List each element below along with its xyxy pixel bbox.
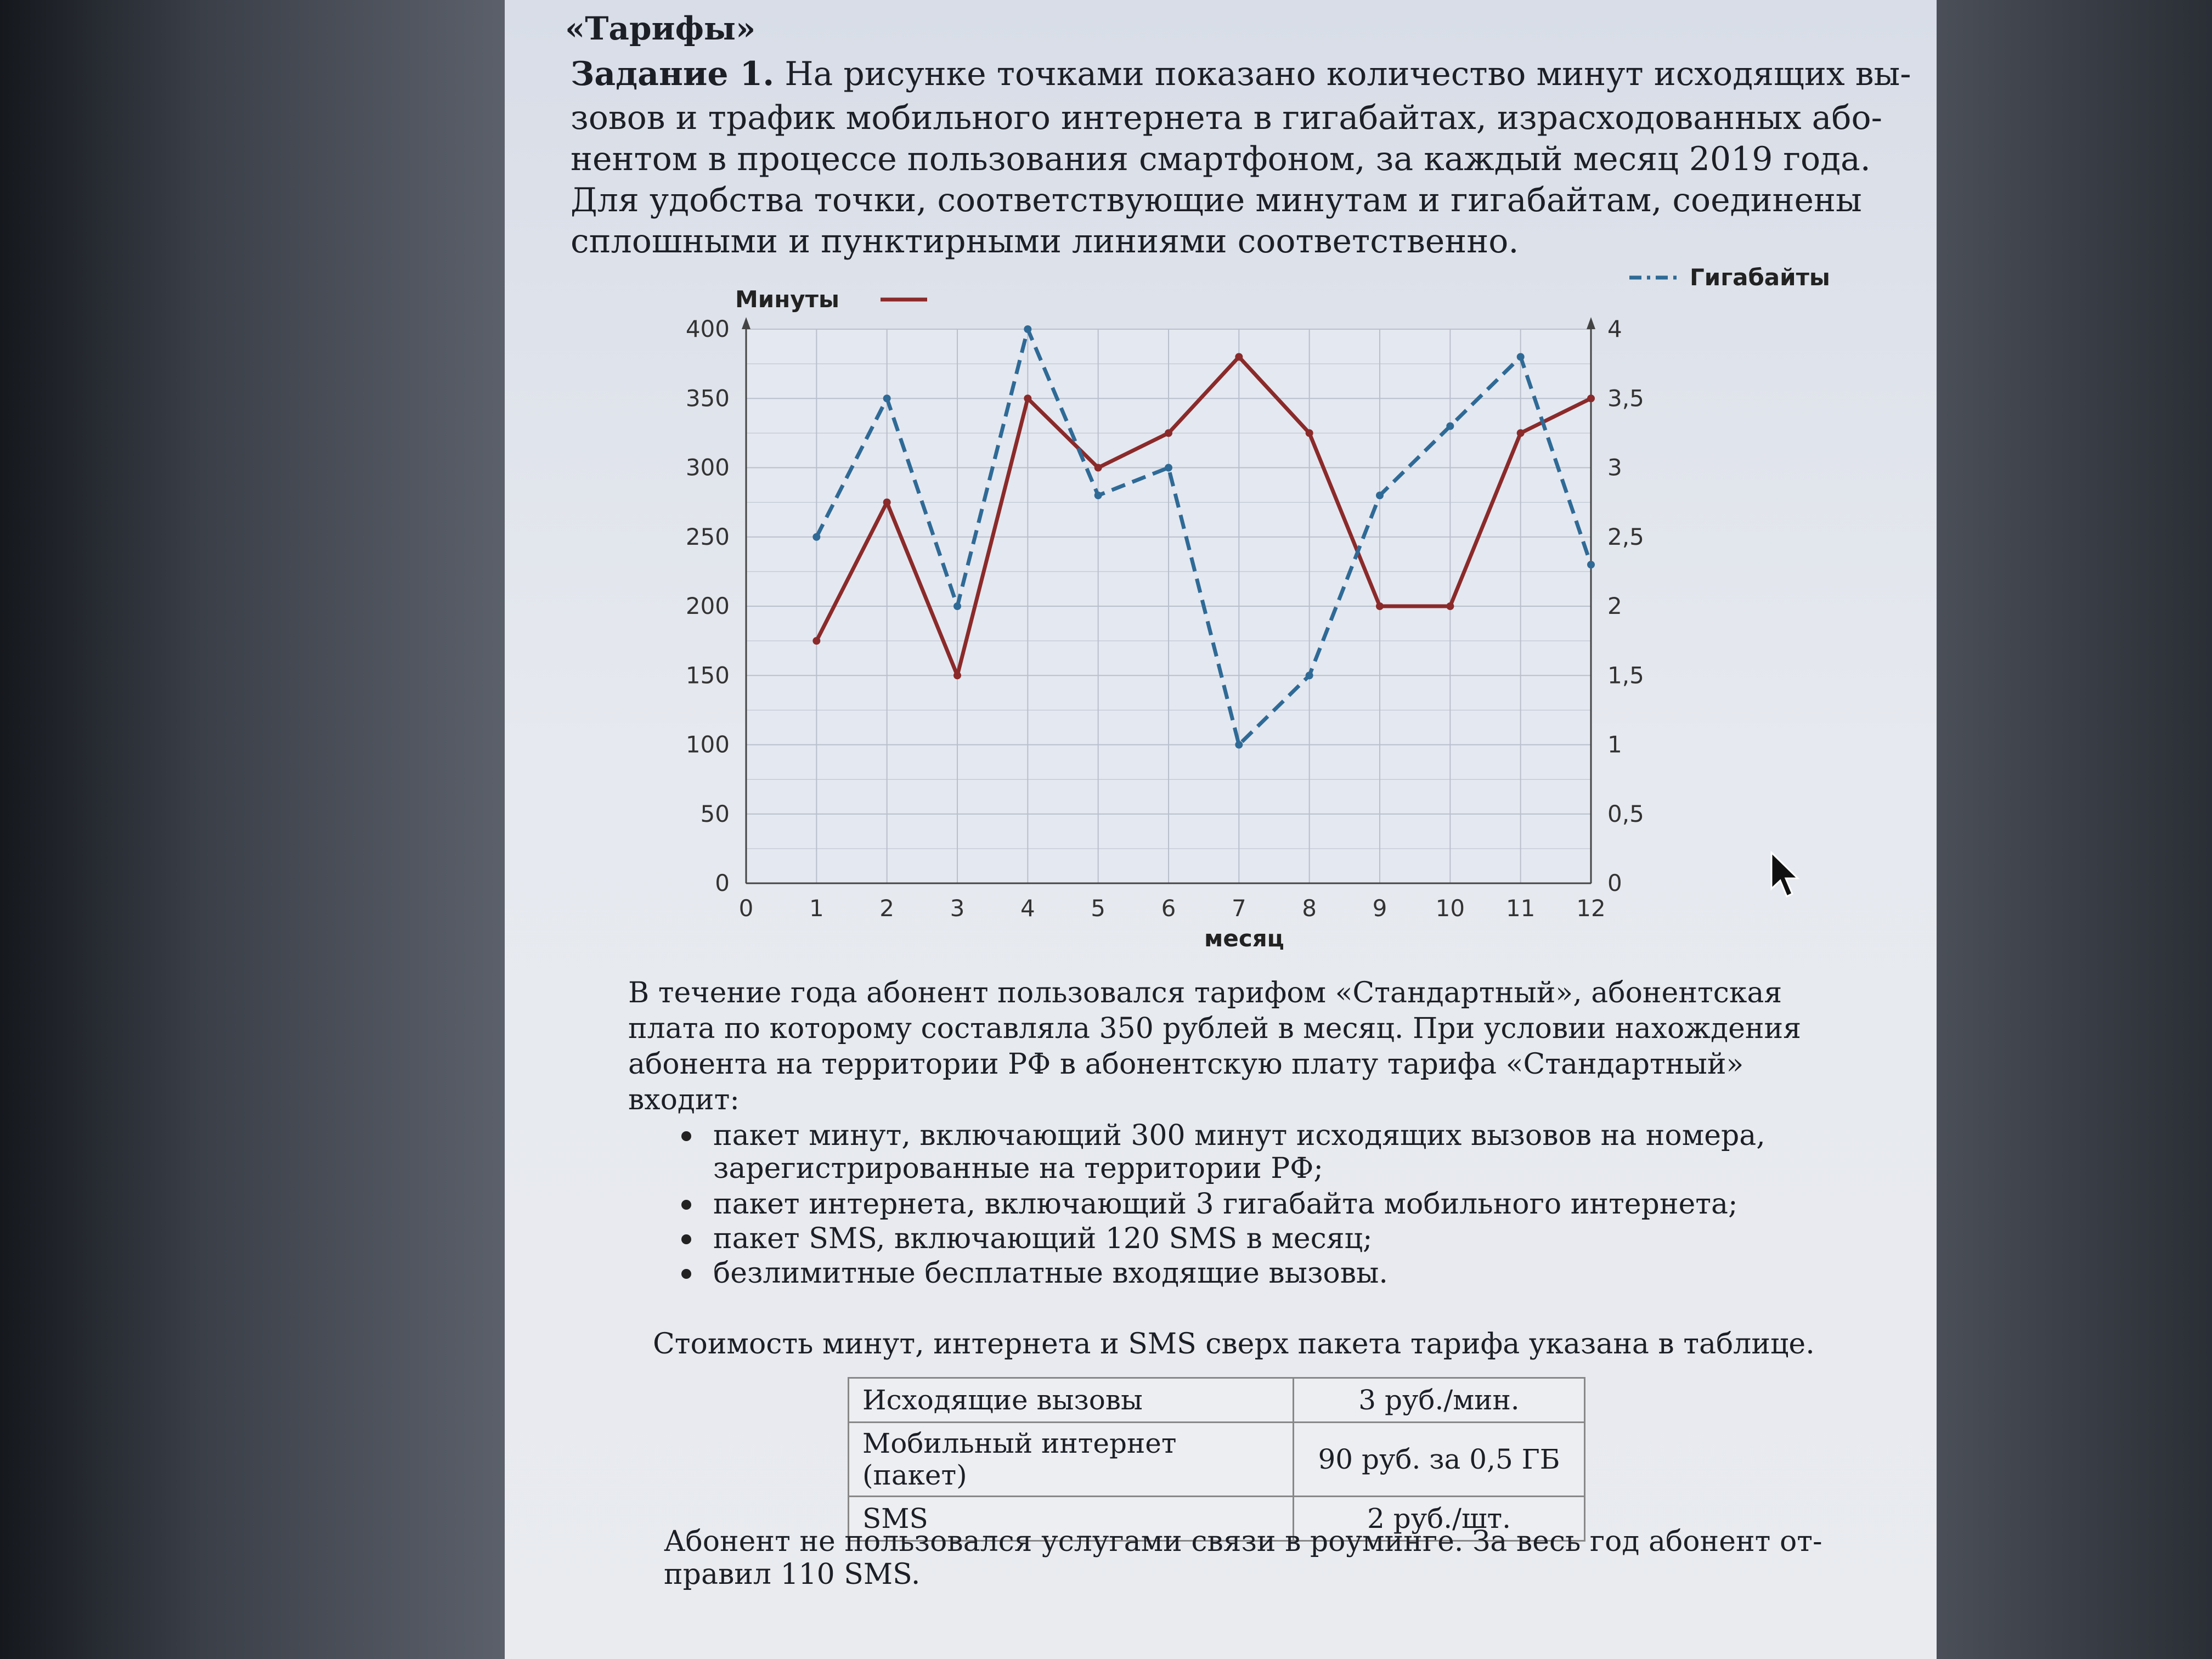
y-tick-left: 150 (685, 662, 730, 689)
gigabytes-point (883, 394, 891, 402)
task-line-5: сплошными и пунктирными линиями соответственно. (571, 222, 1519, 261)
y-tick-left: 0 (715, 870, 730, 896)
y-tick-right: 1,5 (1607, 662, 1644, 689)
x-tick: 5 (1091, 895, 1106, 922)
bullet-2-line-1: пакет интернета, включающий 3 гигабайта мобильного интернета; (713, 1188, 1738, 1221)
gigabytes-point (953, 602, 961, 610)
footer-line-1: Абонент не пользовался услугами связи в роуминге. За весь год абонент от- (664, 1525, 1822, 1558)
minutes-point (812, 637, 820, 645)
x-tick: 9 (1372, 895, 1387, 922)
y-tick-right: 0,5 (1607, 800, 1644, 827)
minutes-point (1094, 464, 1102, 472)
bullet-1-line-2: зарегистрированные на территории РФ; (713, 1152, 1323, 1185)
document-page (505, 0, 1937, 1659)
task-line-2: зовов и трафик мобильного интернета в гигабайтах, израсходованных або- (571, 99, 1882, 137)
paragraph-line-1: В течение года абонент пользовался тарифом «Стандартный», абонентская (628, 977, 1782, 1009)
gigabytes-point (1165, 464, 1172, 472)
minutes-point (1446, 602, 1454, 610)
paragraph-line-2: плата по которому составляла 350 рублей в месяц. При условии нахождения (628, 1012, 1801, 1045)
legend-gigabytes-label: Гигабайты (1690, 264, 1830, 291)
y-tick-right: 4 (1607, 315, 1622, 342)
y-tick-right: 3 (1607, 454, 1622, 481)
y-tick-right: 3,5 (1607, 385, 1644, 412)
table-row (849, 1423, 1585, 1497)
gigabytes-point (1587, 561, 1595, 568)
minutes-point (1587, 394, 1595, 402)
y-tick-right: 1 (1607, 731, 1622, 758)
gigabytes-point (1517, 353, 1525, 361)
table-cell-price: 2 руб./шт. (1294, 1497, 1585, 1541)
task-label: Задание 1. (571, 55, 775, 93)
minutes-point (883, 499, 891, 506)
bullet-3 (681, 1234, 691, 1244)
bullet-3-line-1: пакет SMS, включающий 120 SMS в месяц; (713, 1222, 1373, 1255)
gigabytes-point (1446, 422, 1454, 430)
left-axis-arrow (742, 317, 751, 329)
gigabytes-point (1306, 672, 1313, 679)
minutes-point (953, 672, 961, 679)
desk-background-right (1937, 0, 2212, 1659)
bullet-2 (681, 1200, 691, 1210)
x-tick: 11 (1505, 895, 1536, 922)
y-tick-left: 50 (700, 800, 730, 827)
bullet-1-line-1: пакет минут, включающий 300 минут исходящих вызовов на номера, (713, 1119, 1765, 1152)
task-line-1 (571, 55, 1911, 93)
gigabytes-point (1024, 325, 1031, 333)
y-tick-left: 100 (685, 731, 730, 758)
minutes-point (1517, 429, 1525, 437)
y-tick-left: 300 (685, 454, 730, 481)
minutes-point (1165, 429, 1172, 437)
task-text-1: На рисунке точками показано количество минут исходящих вы- (785, 55, 1911, 93)
x-axis-label: месяц (1204, 925, 1284, 952)
task-line-4: Для удобства точки, соответствующие минутам и гигабайтам, соединены (571, 181, 1862, 219)
y-tick-left: 400 (685, 315, 730, 342)
y-tick-left: 250 (685, 523, 730, 550)
minutes-point (1306, 429, 1313, 437)
footer-line-2: правил 110 SMS. (664, 1558, 921, 1591)
y-tick-left: 200 (685, 592, 730, 619)
right-axis-arrow (1587, 317, 1595, 329)
gigabytes-point (1094, 492, 1102, 499)
y-tick-right: 0 (1607, 870, 1622, 896)
gigabytes-point (812, 533, 820, 541)
x-tick: 3 (950, 895, 965, 922)
bullet-4-line-1: безлимитные бесплатные входящие вызовы. (713, 1257, 1388, 1290)
legend-minutes-label: Минуты (735, 286, 839, 313)
y-tick-right: 2,5 (1607, 523, 1644, 550)
usage-chart (647, 241, 1854, 955)
x-tick: 2 (879, 895, 895, 922)
bullet-4 (681, 1269, 691, 1279)
table-cell-service: Исходящие вызовы (849, 1378, 1294, 1423)
y-tick-left: 350 (685, 385, 730, 412)
table-cell-service: Мобильный интернет (пакет) (849, 1423, 1294, 1497)
gigabytes-point (1376, 492, 1384, 499)
table-intro: Стоимость минут, интернета и SMS сверх пакета тарифа указана в таблице. (653, 1328, 1815, 1361)
chart-grid (742, 317, 1595, 883)
y-tick-right: 2 (1607, 592, 1622, 619)
table-cell-service: SMS (849, 1497, 1294, 1541)
x-tick: 12 (1576, 895, 1606, 922)
desk-background-left (0, 0, 505, 1659)
bullet-1 (681, 1131, 691, 1141)
section-title: «Тарифы» (565, 10, 756, 47)
x-tick: 8 (1302, 895, 1317, 922)
minutes-point (1235, 353, 1243, 361)
table-cell-price: 90 руб. за 0,5 ГБ (1294, 1423, 1585, 1497)
x-tick: 4 (1020, 895, 1035, 922)
mouse-cursor-icon (1769, 850, 1802, 900)
table-row (849, 1378, 1585, 1423)
x-tick: 1 (809, 895, 824, 922)
x-tick: 6 (1161, 895, 1176, 922)
paragraph-line-4: входит: (628, 1084, 740, 1116)
x-tick: 0 (738, 895, 754, 922)
x-tick: 7 (1231, 895, 1246, 922)
fees-table (848, 1377, 1585, 1542)
gigabytes-point (1235, 741, 1243, 749)
x-tick: 10 (1435, 895, 1465, 922)
paragraph-line-3: абонента на территории РФ в абонентскую плату тарифа «Стандартный» (628, 1048, 1744, 1081)
minutes-point (1376, 602, 1384, 610)
task-line-3: нентом в процессе пользования смартфоном, за каждый месяц 2019 года. (571, 140, 1871, 178)
table-cell-price: 3 руб./мин. (1294, 1378, 1585, 1423)
minutes-point (1024, 394, 1031, 402)
